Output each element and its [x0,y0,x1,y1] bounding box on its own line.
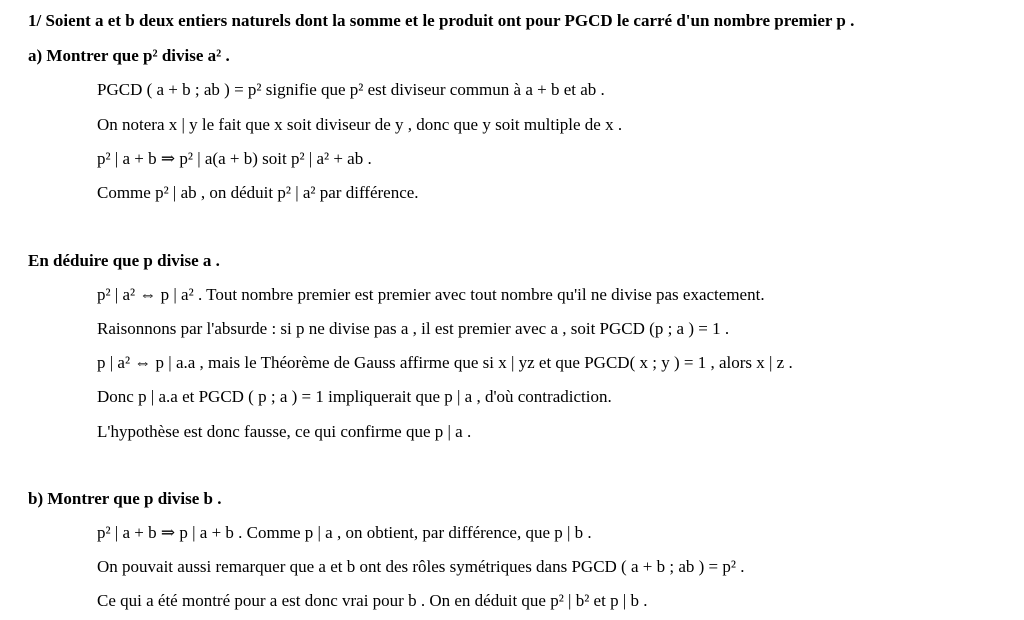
text-line: p² | a² ⇔ p | a² . Tout nombre premier est premier avec tout nombre qu'il ne divise pas exactement. [97,285,765,304]
text-line: p | a² ⇔ p | a.a , mais le Théorème de Gauss affirme que si x | yz et que PGCD( x ; y ) = 1 , alors x | z . [97,353,793,372]
text-line: On notera x | y le fait que x soit diviseur de y , donc que y soit multiple de x . [97,115,623,134]
text-line: p² | a + b ⇒ p | a + b . Comme p | a , on obtient, par différence, que p | b . [97,523,592,542]
text-line: Raisonnons par l'absurde : si p ne divise pas a , il est premier avec a , soit PGCD (p ; a ) = 1 . [97,319,730,338]
text-line: On pouvait aussi remarquer que a et b ont des rôles symétriques dans PGCD ( a + b ; ab ) = p² . [97,557,745,576]
text-line: Donc p | a.a et PGCD ( p ; a ) = 1 impliquerait que p | a , d'où contradiction. [97,387,612,406]
text-line: Ce qui a été montré pour a est donc vrai pour b . On en déduit que p² | b² et p | b . [97,591,648,610]
text-line: PGCD ( a + b ; ab ) = p² signifie que p² est diviseur commun à a + b et ab . [97,80,605,99]
question-a-heading: a) Montrer que p² divise a² . [28,46,230,65]
text-line: Comme p² | ab , on déduit p² | a² par différence. [97,183,419,202]
question-b-heading: b) Montrer que p divise b . [28,489,222,508]
text-line: p² | a + b ⇒ p² | a(a + b) soit p² | a² + ab . [97,149,372,168]
text-line: L'hypothèse est donc fausse, ce qui confirme que p | a . [97,422,472,441]
deduction-heading: En déduire que p divise a . [28,251,220,270]
exercise-statement: 1/ Soient a et b deux entiers naturels dont la somme et le produit ont pour PGCD le carré d'un nombre premier p . [28,11,855,30]
